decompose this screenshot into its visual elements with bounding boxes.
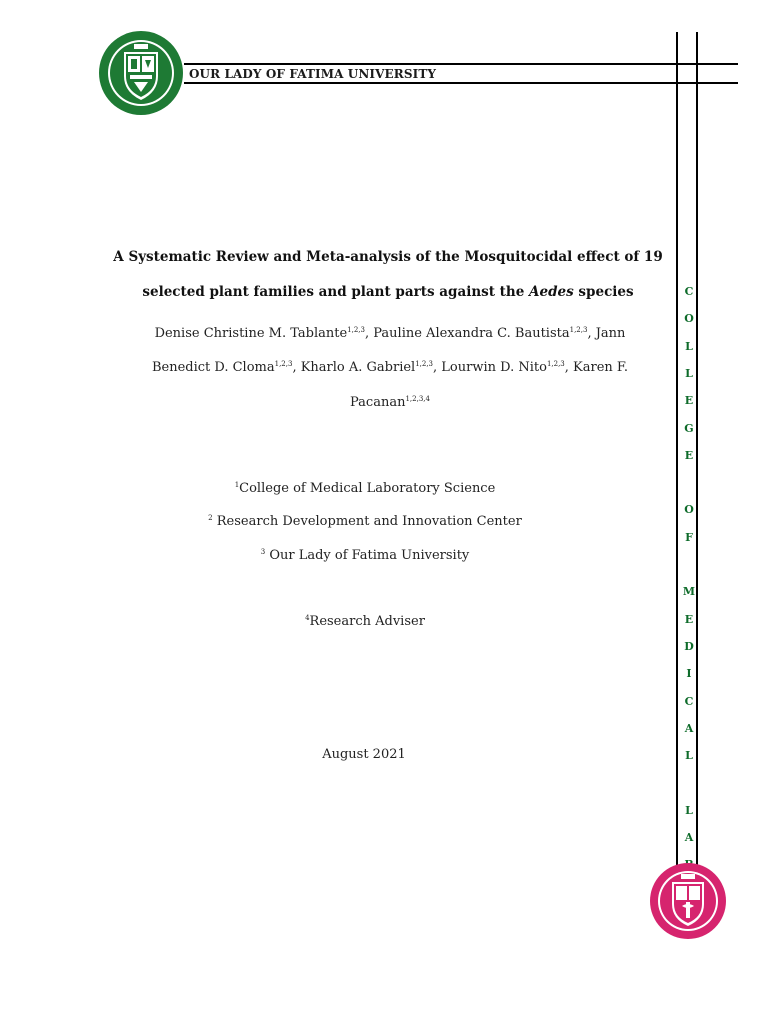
vertical-letter: C	[684, 694, 694, 708]
university-name: OUR LADY OF FATIMA UNIVERSITY	[189, 67, 437, 81]
author-name-part: Pacanan	[350, 395, 406, 410]
vertical-letter: A	[684, 831, 694, 844]
paper-title-line-1: A Systematic Review and Meta-analysis of the Mosquitocidal effect of 19	[113, 249, 663, 265]
author-affil: 1,2,3	[569, 326, 588, 334]
vertical-letter: D	[684, 639, 694, 653]
author-affil: 1,2,3	[347, 326, 365, 334]
affiliation-marker: 2	[208, 514, 213, 522]
author-name: Pauline Alexandra C. Bautista	[373, 326, 570, 341]
author-name: Lourwin D. Nito	[441, 360, 547, 375]
author-name: Kharlo A. Gabriel	[300, 360, 416, 375]
author-name-part: Jann	[595, 326, 626, 341]
affiliation-text: Research Development and Innovation Center	[212, 514, 522, 529]
vertical-letter: C	[684, 285, 694, 298]
vertical-letter: L	[685, 749, 693, 763]
title-text: selected plant families and plant parts against the	[142, 284, 530, 300]
vertical-letter: M	[682, 585, 696, 599]
affiliation-2	[100, 514, 630, 529]
vertical-letter: F	[685, 530, 693, 544]
header-rule-bottom	[184, 82, 738, 84]
vertical-letter: G	[684, 421, 694, 435]
affiliation-text: Research Adviser	[309, 614, 425, 629]
vertical-letter: O	[684, 503, 694, 517]
author-name-part: Karen F.	[573, 360, 629, 375]
author-line-3	[110, 395, 670, 410]
author-line-2: Benedict D. Cloma$^{1,2,3}$, Kharlo A. Gabriel$^{1,2,3}$, Lourwin D. Nito$^{1,2,3}$, Karen F.	[151, 360, 629, 375]
vertical-letter: E	[684, 612, 694, 626]
affiliation-4	[100, 614, 630, 629]
publication-date: August 2021	[322, 747, 406, 762]
author-affil: 1,2,3	[546, 360, 565, 368]
university-seal-icon	[98, 30, 184, 116]
vertical-letter: L	[685, 366, 693, 380]
vertical-letter: A	[684, 721, 694, 735]
title-italic-genus: Aedes	[529, 284, 574, 300]
author-line-1: Denise Christine M. Tablante$^{1,2,3}$, Pauline Alexandra C. Bautista$^{1,2,3}$, Jann	[154, 326, 626, 341]
affiliation-marker: 4	[305, 614, 310, 622]
author-affil: 1,2,3	[415, 360, 434, 368]
affiliation-text: College of Medical Laboratory Science	[239, 481, 496, 496]
affiliation-3	[100, 548, 630, 563]
vertical-letter: E	[684, 448, 694, 462]
vertical-letter: E	[684, 394, 694, 408]
affiliation-1	[100, 481, 630, 496]
author-name: Denise Christine M. Tablante	[154, 326, 348, 341]
header-rule-top	[184, 63, 738, 65]
author-affil: 1,2,3,4	[405, 395, 430, 403]
vertical-letter: L	[685, 339, 693, 353]
affiliation-marker: 3	[260, 548, 266, 556]
affiliation-marker: 1	[234, 481, 240, 489]
title-text-end: species	[573, 284, 634, 300]
author-affil: 1,2,3	[274, 360, 293, 368]
paper-title-line-2	[100, 284, 676, 300]
vertical-letter: I	[686, 667, 692, 681]
college-seal-icon	[649, 862, 727, 940]
vertical-letter: L	[685, 803, 693, 817]
author-name-part: Benedict D. Cloma	[151, 360, 275, 375]
vertical-letter: O	[684, 312, 694, 326]
affiliation-text: Our Lady of Fatima University	[265, 548, 470, 563]
vertical-rule-left	[676, 32, 678, 870]
